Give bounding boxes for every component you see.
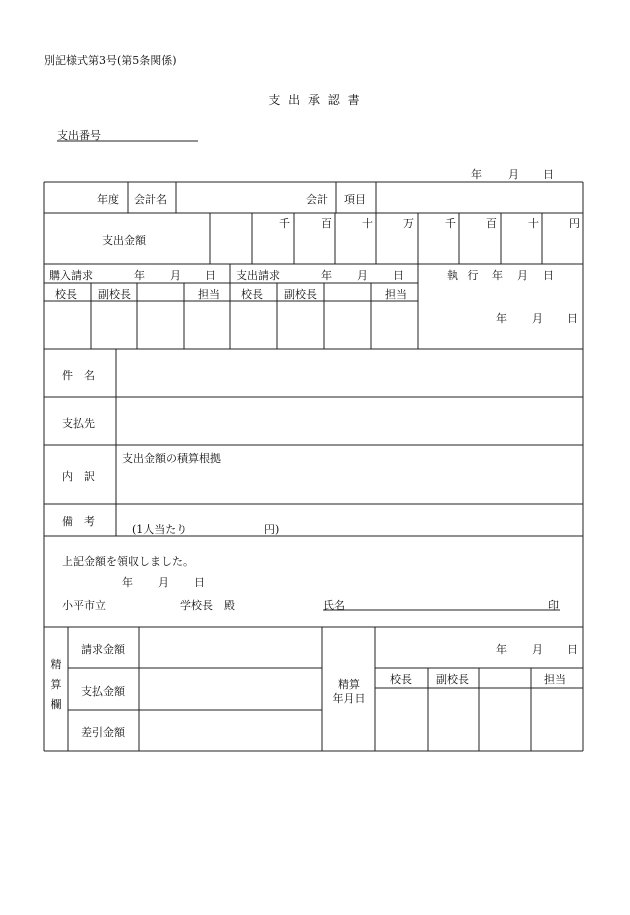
konyu-label: 購入請求 [49,269,93,282]
seisan-date-label-1: 精算 [338,678,360,691]
shikko-tsuki: 月 [517,269,528,282]
amount-digit-input[interactable] [460,230,499,263]
receipt-city: 小平市立 [62,599,106,612]
receipt-name-label: 氏名 [323,599,345,612]
approver-left-1: 副校長 [98,288,131,301]
uchiwake-note: 支出金額の積算根拠 [122,452,221,465]
approval-nen: 年 [496,312,507,325]
konyu-tsuki: 月 [170,269,181,282]
shishutsu-hi: 日 [393,269,404,282]
approver-left-0: 校長 [55,288,77,301]
receipt-text: 上記金額を領収しました。 [62,555,194,568]
approver-right-0: 校長 [241,288,263,301]
amount-unit-1: 百 [321,217,332,230]
seisan-tsuki: 月 [532,643,543,656]
amount-digit-input[interactable] [336,230,375,263]
koumoku-label: 項目 [344,193,366,206]
receipt-nen: 年 [122,576,133,589]
approver-seal-box[interactable] [372,302,417,348]
sashihiki-kingaku-label: 差引金額 [81,726,125,739]
approver-right-1: 副校長 [284,288,317,301]
shishutsu-label: 支出請求 [236,269,280,282]
amount-unit-3: 万 [403,217,414,230]
amount-unit-6: 十 [528,217,539,230]
seisan-side-char: 精 [50,658,62,671]
shiharaisaki-label: 支払先 [62,417,95,430]
approver-seal-box[interactable] [325,302,370,348]
kaikei-label: 会計 [306,193,328,206]
seisan-date-label-2: 年月日 [332,692,366,705]
kaikeimei-input[interactable] [177,183,305,212]
amount-digit-input[interactable] [543,230,582,263]
approver-seal-box[interactable] [278,302,323,348]
shishutsu-nen: 年 [321,269,332,282]
shishutsu-bango-label: 支出番号 [57,129,101,142]
amount-label: 支出金額 [102,234,146,247]
nendo-label: 年度 [97,193,119,206]
shiharai-kingaku-input[interactable] [140,669,321,709]
per-person-label: (1人当たり [132,523,188,536]
seisan-seal-box[interactable] [429,689,479,750]
shiharai-kingaku-label: 支払金額 [81,685,125,698]
amount-unit-0: 千 [279,217,290,230]
konyu-hi: 日 [205,269,216,282]
kenmei-input[interactable] [117,350,582,396]
receipt-principal: 学校長 殿 [180,599,235,612]
shikko-nen: 年 [492,269,503,282]
approver-seal-box[interactable] [45,302,90,348]
seisan-approver-1: 副校長 [436,673,469,686]
seisan-seal-box[interactable] [376,689,426,750]
approval-tsuki: 月 [532,312,543,325]
approver-seal-box[interactable] [231,302,276,348]
uchiwake-input[interactable] [117,464,582,503]
shikko-hi: 日 [543,269,554,282]
amount-unit-4: 千 [445,217,456,230]
receipt-name-input[interactable] [345,594,540,610]
koumoku-input[interactable] [377,183,582,212]
amount-digit-input[interactable] [502,230,541,263]
seikyu-kingaku-label: 請求金額 [81,643,125,656]
receipt-hi: 日 [194,576,205,589]
seisan-approver-0: 校長 [390,673,412,686]
approver-seal-box[interactable] [92,302,137,348]
amount-unit-7: 円 [569,217,580,230]
approver-left-3: 担当 [198,288,220,301]
kaikeimei-label: 会計名 [134,193,167,206]
receipt-seal: 印 [548,599,559,612]
biko-label: 備 考 [62,515,95,528]
approver-right-3: 担当 [385,288,407,301]
receipt-tsuki: 月 [158,576,169,589]
per-person-yen: 円) [264,523,280,536]
seisan-hi: 日 [567,643,578,656]
seisan-side-label [45,655,67,715]
amount-digit-input[interactable] [419,230,458,263]
amount-unit-5: 百 [486,217,497,230]
form-id: 別記様式第3号(第5条関係) [44,54,177,67]
uchiwake-label: 内 訳 [62,470,95,483]
amount-digit-input[interactable] [253,230,292,263]
seisan-side-char: 欄 [50,698,62,711]
amount-unit-2: 十 [362,217,373,230]
approval-hi: 日 [567,312,578,325]
konyu-nen: 年 [134,269,145,282]
kenmei-label: 件 名 [62,369,95,382]
sashihiki-kingaku-input[interactable] [140,711,321,750]
shikko-label: 執 行 [447,269,479,282]
seisan-side-char: 算 [50,678,62,691]
amount-digit-input[interactable] [295,230,334,263]
page-title: 支 出 承 認 書 [268,93,362,107]
date-top-nen: 年 [471,168,482,181]
date-top-tsuki: 月 [508,168,519,181]
approver-seal-box[interactable] [138,302,183,348]
seisan-seal-box[interactable] [532,689,582,750]
shishutsu-tsuki: 月 [357,269,368,282]
shiharaisaki-input[interactable] [117,398,582,444]
seisan-nen: 年 [496,643,507,656]
amount-digit-input[interactable] [377,230,416,263]
seisan-approver-3: 担当 [544,673,566,686]
approver-seal-box[interactable] [185,302,230,348]
seikyu-kingaku-input[interactable] [140,628,321,667]
date-top-hi: 日 [543,168,554,181]
seisan-seal-box[interactable] [480,689,530,750]
